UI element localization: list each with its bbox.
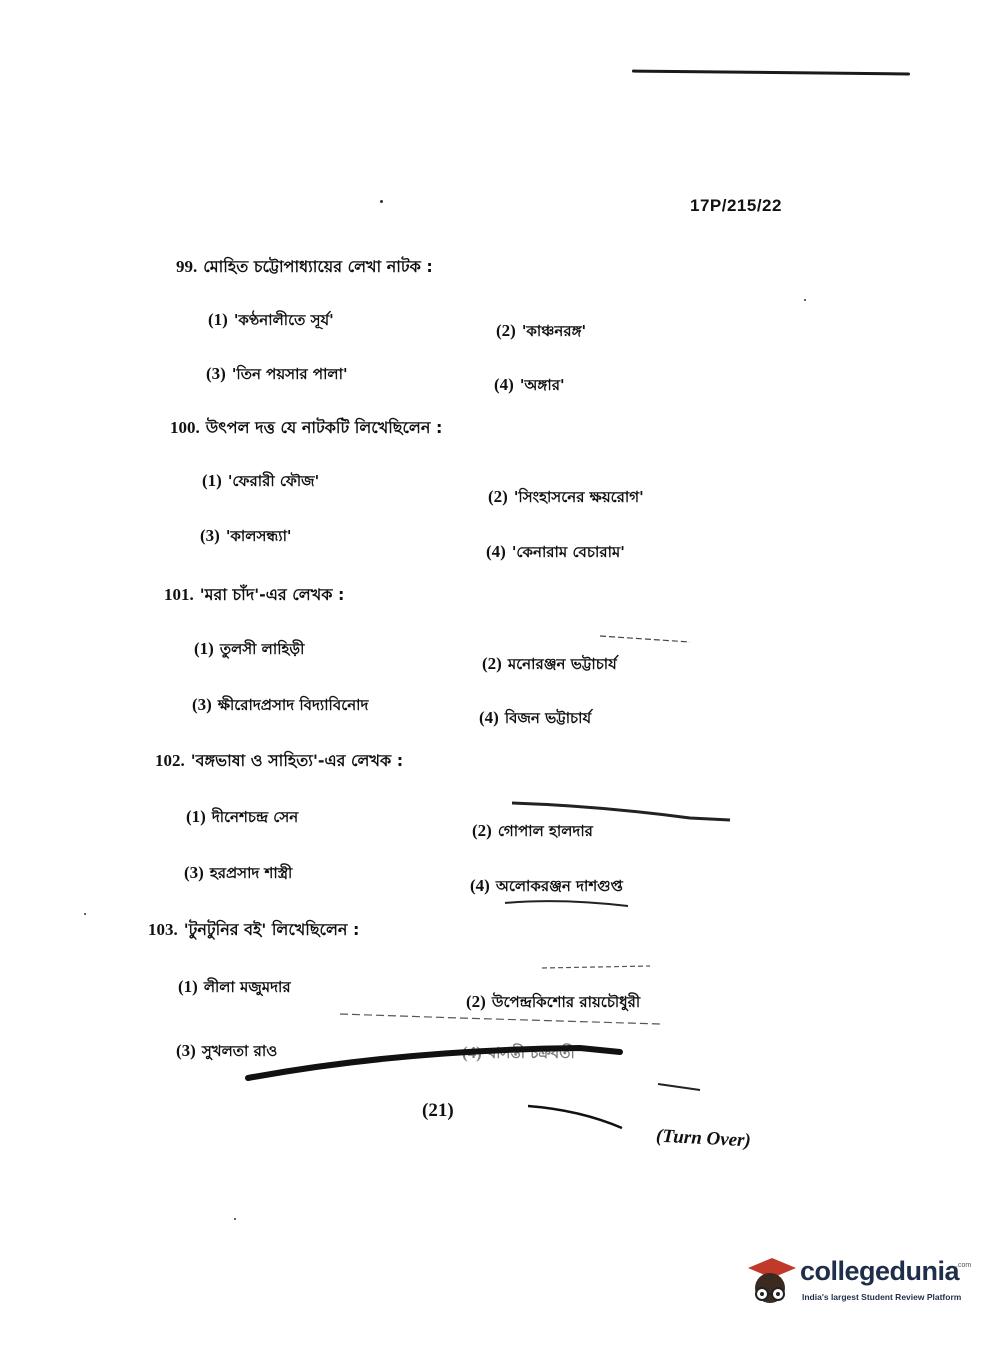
question-99	[176, 254, 433, 281]
scan-speck	[234, 1218, 236, 1220]
option-99-4	[494, 374, 565, 399]
question-101	[164, 582, 344, 609]
option-number: (2)	[472, 821, 492, 840]
option-number: (1)	[202, 471, 222, 490]
option-text: তুলসী লাহিড়ী	[219, 640, 305, 658]
option-text: সুখলতা রাও	[201, 1042, 278, 1060]
question-number: 100.	[170, 418, 200, 437]
option-text: বাসন্তী চক্রবর্তী	[487, 1044, 575, 1062]
option-text: 'সিংহাসনের ক্ষয়রোগ'	[513, 488, 644, 506]
option-number: (4)	[470, 876, 490, 895]
scan-speck	[380, 200, 383, 203]
option-number: (2)	[488, 487, 508, 506]
paper-code: 17P/215/22	[690, 196, 782, 215]
page-number: (21)	[422, 1100, 454, 1121]
option-text: অলোকরঞ্জন দাশগুপ্ত	[495, 877, 623, 895]
question-number: 101.	[164, 585, 194, 604]
option-100-4	[486, 541, 625, 566]
option-number: (1)	[194, 639, 214, 658]
turn-over-label: (Turn Over)	[655, 1125, 752, 1152]
option-101-2	[482, 653, 617, 678]
option-text: 'অঙ্গার'	[519, 376, 565, 394]
option-101-4	[479, 707, 591, 732]
option-text: 'কেনারাম বেচারাম'	[511, 543, 625, 561]
option-102-3	[184, 862, 292, 887]
option-text: উপেন্দ্রকিশোর রায়চৌধুরী	[491, 993, 641, 1011]
question-102	[155, 748, 403, 775]
option-text: গোপাল হালদার	[497, 822, 593, 840]
option-text: 'ফেরারী ফৌজ'	[227, 472, 320, 490]
option-text: ক্ষীরোদপ্রসাদ বিদ্যাবিনোদ	[217, 696, 369, 714]
scan-speck	[804, 299, 806, 301]
option-number: (1)	[178, 977, 198, 996]
option-99-3	[206, 363, 348, 388]
question-number: 99.	[176, 257, 198, 276]
option-number: (3)	[206, 364, 226, 383]
option-99-2	[496, 320, 586, 345]
scan-speck	[84, 913, 86, 915]
option-number: (3)	[184, 863, 204, 882]
option-99-1	[208, 309, 334, 334]
option-text: বিজন ভট্টাচার্য	[504, 709, 592, 727]
option-number: (4)	[494, 375, 514, 394]
logo-wordmark: collegedunia	[800, 1256, 960, 1286]
option-101-3	[192, 694, 368, 719]
option-102-1	[186, 806, 298, 831]
scan-mark-top	[632, 70, 910, 76]
question-number: 103.	[148, 920, 178, 939]
option-number: (3)	[192, 695, 212, 714]
option-number: (2)	[482, 654, 502, 673]
collegedunia-logo	[742, 1252, 982, 1316]
option-102-2	[472, 820, 593, 845]
logo-domain-suffix: .com	[956, 1262, 972, 1269]
question-text: 'বঙ্গভাষা ও সাহিত্য'-এর লেখক :	[190, 751, 404, 770]
option-number: (1)	[186, 807, 206, 826]
option-number: (4)	[462, 1043, 482, 1062]
option-number: (2)	[496, 321, 516, 340]
option-103-1	[178, 976, 291, 1001]
question-text: মোহিত চট্টোপাধ্যায়ের লেখা নাটক :	[203, 257, 433, 276]
question-text: উৎপল দত্ত যে নাটকটি লিখেছিলেন :	[205, 418, 443, 437]
option-100-3	[200, 525, 292, 550]
question-103	[148, 917, 359, 944]
option-103-4	[462, 1042, 575, 1067]
option-text: হরপ্রসাদ শাস্ত্রী	[209, 864, 293, 882]
option-number: (3)	[200, 526, 220, 545]
question-100	[170, 415, 442, 442]
option-text: মনোরঞ্জন ভট্টাচার্য	[507, 655, 617, 673]
option-number: (4)	[486, 542, 506, 561]
option-number: (4)	[479, 708, 499, 727]
question-text: 'মরা চাঁদ'-এর লেখক :	[199, 585, 345, 604]
option-103-2	[466, 991, 640, 1016]
option-text: লীলা মজুমদার	[203, 978, 291, 996]
question-number: 102.	[155, 751, 185, 770]
option-text: দীনেশচন্দ্র সেন	[211, 808, 299, 826]
option-text: 'তিন পয়সার পালা'	[231, 365, 348, 383]
option-100-1	[202, 470, 319, 495]
option-number: (2)	[466, 992, 486, 1011]
student-mascot-icon	[742, 1252, 798, 1312]
option-102-4	[470, 875, 623, 900]
question-text: 'টুনটুনির বই' লিখেছিলেন :	[183, 920, 360, 939]
option-100-2	[488, 486, 644, 511]
option-number: (3)	[176, 1041, 196, 1060]
logo-tagline: India's largest Student Review Platform	[802, 1292, 962, 1302]
option-text: 'কালসন্ধ্যা'	[225, 527, 292, 545]
option-text: 'কণ্ঠনালীতে সূর্য'	[233, 311, 334, 329]
option-number: (1)	[208, 310, 228, 329]
option-103-3	[176, 1040, 277, 1065]
option-text: 'কাঞ্চনরঙ্গ'	[521, 322, 587, 340]
option-101-1	[194, 638, 304, 663]
